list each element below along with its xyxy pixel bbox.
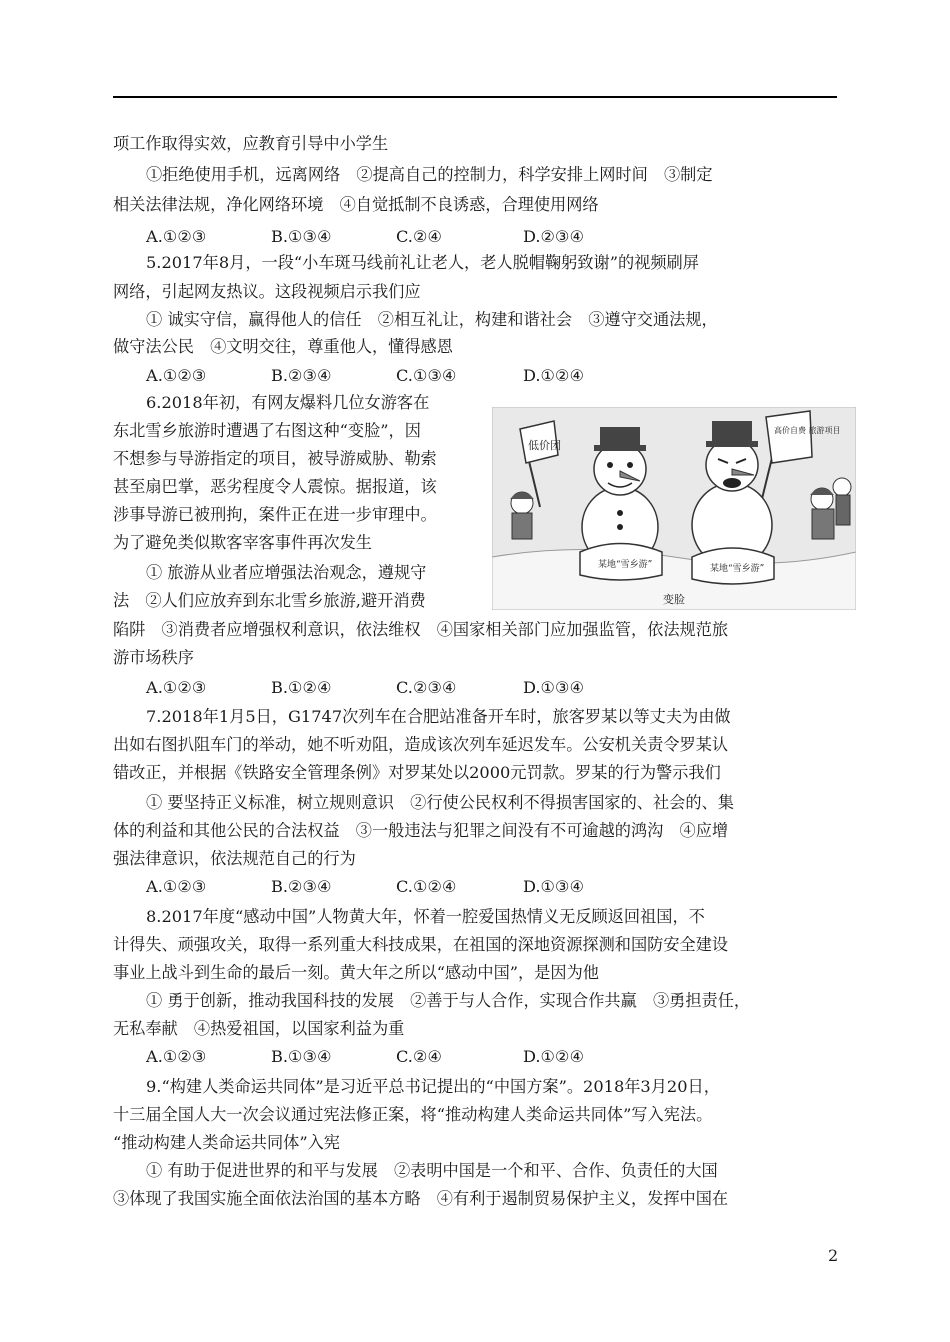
answer-option: A.①②③ [146, 366, 207, 385]
text-line: 强法律意识，依法规范自己的行为 [113, 849, 356, 868]
right-flag-text: 高价自费 旅游项目 [774, 426, 841, 435]
text-line: 十三届全国人大一次会议通过宪法修正案，将“推动构建人类命运共同体”写入宪法。 [113, 1105, 713, 1124]
answer-option: C.①③④ [396, 366, 457, 385]
text-line: 6.2018年初，有网友爆料几位女游客在 [146, 393, 430, 412]
text-line: 7.2018年1月5日，G1747次列车在合肥站准备开车时，旅客罗某以等丈夫为由做 [146, 707, 731, 726]
answer-option: D.①③④ [523, 678, 585, 697]
text-line: ① 勇于创新，推动我国科技的发展 ②善于与人合作，实现合作共赢 ③勇担责任， [146, 991, 751, 1010]
left-flag-text: 低价团 [528, 439, 561, 452]
text-line: 体的利益和其他公民的合法权益 ③一般违法与犯罪之间没有不可逾越的鸿沟 ④应增 [113, 821, 729, 840]
answer-option: A.①②③ [146, 227, 207, 246]
text-line: 无私奉献 ④热爱祖国，以国家利益为重 [113, 1019, 405, 1038]
answer-option: B.①③④ [271, 227, 332, 246]
answer-option: C.①②④ [396, 877, 457, 896]
text-line: 陷阱 ③消费者应增强权利意识，依法维权 ④国家相关部门应加强监管，依法规范旅 [113, 620, 729, 639]
text-line: 甚至扇巴掌，恶劣程度令人震惊。据报道，该 [113, 477, 437, 496]
text-line: 法 ②人们应放弃到东北雪乡旅游,避开消费 [113, 591, 426, 610]
answer-option: D.①③④ [523, 877, 585, 896]
text-line: ③体现了我国实施全面依法治国的基本方略 ④有利于遏制贸易保护主义，发挥中国在 [113, 1189, 729, 1208]
answer-option: A.①②③ [146, 678, 207, 697]
answer-option: B.①②④ [271, 678, 332, 697]
text-line: ①拒绝使用手机，远离网络 ②提高自己的控制力，科学安排上网时间 ③制定 [146, 165, 713, 184]
answer-option: A.①②③ [146, 1047, 207, 1066]
text-line: 9.“构建人类命运共同体”是习近平总书记提出的“中国方案”。2018年3月20日， [146, 1077, 720, 1096]
answer-option: B.②③④ [271, 366, 332, 385]
text-line: 网络，引起网友热议。这段视频启示我们应 [113, 282, 421, 301]
text-line: 计得失、顽强攻关，取得一系列重大科技成果，在祖国的深地资源探测和国防安全建设 [113, 935, 729, 954]
cartoon-illustration [492, 407, 856, 610]
answer-option: C.②④ [396, 1047, 442, 1066]
left-sign-text: 某地“雪乡游” [598, 560, 653, 570]
text-line: 事业上战斗到生命的最后一刻。黄大年之所以“感动中国”，是因为他 [113, 963, 599, 982]
answer-option: A.①②③ [146, 877, 207, 896]
text-line: 出如右图扒阻车门的举动，她不听劝阻，造成该次列车延迟发车。公安机关责令罗某认 [113, 735, 729, 754]
cartoon-caption: 变脸 [663, 593, 685, 606]
text-line: ① 旅游从业者应增强法治观念，遵规守 [146, 563, 427, 582]
answer-option: D.①②④ [523, 1047, 585, 1066]
text-line: ① 诚实守信，赢得他人的信任 ②相互礼让，构建和谐社会 ③遵守交通法规， [146, 310, 718, 329]
header-rule [113, 96, 837, 98]
text-line: “推动构建人类命运共同体”入宪 [113, 1133, 340, 1152]
answer-option: D.①②④ [523, 366, 585, 385]
page-number: 2 [828, 1246, 839, 1265]
text-line: 为了避免类似欺客宰客事件再次发生 [113, 533, 372, 552]
text-line: 做守法公民 ④文明交往，尊重他人，懂得感恩 [113, 337, 453, 356]
text-line: ① 要坚持正义标准，树立规则意识 ②行使公民权利不得损害国家的、社会的、集 [146, 793, 734, 812]
answer-option: B.②③④ [271, 877, 332, 896]
text-line: 不想参与导游指定的项目，被导游威胁、勒索 [113, 449, 437, 468]
text-line: 错改正，并根据《铁路安全管理条例》对罗某处以2000元罚款。罗某的行为警示我们 [113, 763, 721, 782]
answer-option: C.②③④ [396, 678, 457, 697]
answer-option: D.②③④ [523, 227, 585, 246]
text-line: 涉事导游已被刑拘，案件正在进一步审理中。 [113, 505, 437, 524]
text-line: 东北雪乡旅游时遭遇了右图这种“变脸”，因 [113, 421, 421, 440]
text-line: 8.2017年度“感动中国”人物黄大年，怀着一腔爱国热情义无反顾返回祖国，不 [146, 907, 705, 926]
right-sign-text: 某地“雪乡游” [710, 564, 765, 574]
text-line: 项工作取得实效，应教育引导中小学生 [113, 134, 389, 153]
text-line: 5.2017年8月，一段“小车斑马线前礼让老人，老人脱帽鞠躬致谢”的视频刷屏 [146, 253, 699, 272]
answer-option: C.②④ [396, 227, 442, 246]
text-line: 相关法律法规，净化网络环境 ④自觉抵制不良诱惑，合理使用网络 [113, 195, 599, 214]
text-line: ① 有助于促进世界的和平与发展 ②表明中国是一个和平、合作、负责任的大国 [146, 1161, 718, 1180]
text-line: 游市场秩序 [113, 648, 194, 667]
answer-option: B.①③④ [271, 1047, 332, 1066]
